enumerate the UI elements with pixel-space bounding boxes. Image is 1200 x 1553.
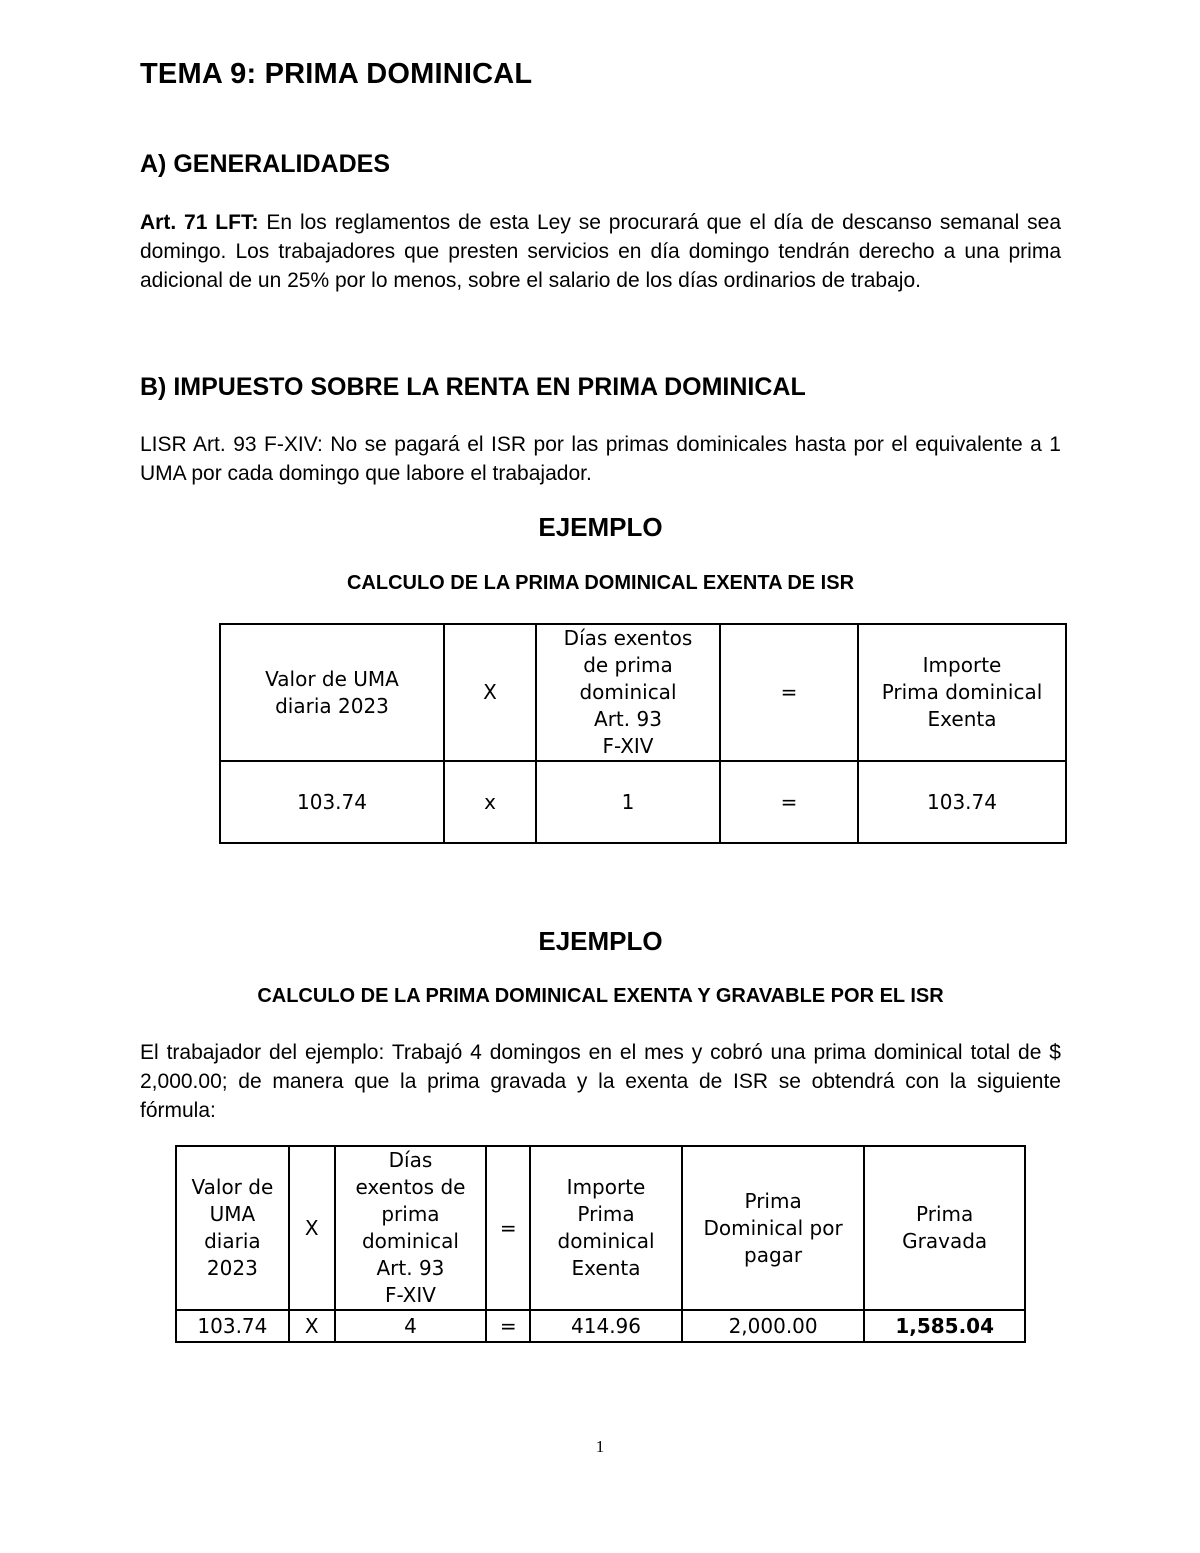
example-1-subheading: CALCULO DE LA PRIMA DOMINICAL EXENTA DE ISR: [346, 572, 855, 594]
example-2-table: [175, 1145, 1026, 1343]
cell-equals: =: [486, 1310, 530, 1342]
header-dias-exentos: Días exentos de prima dominical Art. 93 F-XIV: [536, 624, 720, 761]
header-prima-por-pagar: Prima Dominical por pagar: [682, 1146, 864, 1310]
cell-prima-gravada: 1,585.04: [864, 1310, 1025, 1342]
header-equals: =: [486, 1146, 530, 1310]
section-a-heading: A) GENERALIDADES: [140, 150, 391, 178]
header-dias-exentos: Días exentos de prima dominical Art. 93 F-XIV: [335, 1146, 487, 1310]
section-b-paragraph: LISR Art. 93 F-XIV: No se pagará el ISR por las primas dominicales hasta por el equivalente a 1 UMA por cada domingo que labore el trabajador.: [140, 433, 1061, 485]
cell-uma-value: 103.74: [220, 761, 444, 843]
header-prima-gravada: Prima Gravada: [864, 1146, 1025, 1310]
cell-multiply: x: [444, 761, 536, 843]
cell-importe: 414.96: [530, 1310, 682, 1342]
article-text: En los reglamentos de esta Ley se procurará que el día de descanso semanal sea domingo. Los trabajadores que presten servicios en día domingo tendrán derecho a una prima adicional de un 25% por lo menos, sobre el salario de los días ordinarios de trabajo.: [140, 211, 1062, 292]
header-importe: Importe Prima dominical Exenta: [530, 1146, 682, 1310]
table-header-row: [220, 624, 1066, 761]
example-2-subheading: CALCULO DE LA PRIMA DOMINICAL EXENTA Y GRAVABLE POR EL ISR: [257, 985, 944, 1007]
cell-uma-value: 103.74: [176, 1310, 289, 1342]
header-importe: Importe Prima dominical Exenta: [858, 624, 1066, 761]
cell-multiply: X: [289, 1310, 335, 1342]
table-header-row: [176, 1146, 1025, 1310]
header-uma: Valor de UMA diaria 2023: [176, 1146, 289, 1310]
table-row: [220, 761, 1066, 843]
header-equals: =: [720, 624, 858, 761]
example-2-paragraph: El trabajador del ejemplo: Trabajó 4 domingos en el mes y cobró una prima dominical total de $ 2,000.00; de manera que la prima gravada y la exenta de ISR se obtendrá con la siguiente fórmula:: [140, 1041, 1061, 1122]
cell-importe: 103.74: [858, 761, 1066, 843]
page-number: 1: [595, 1437, 605, 1456]
page-title: TEMA 9: PRIMA DOMINICAL: [140, 58, 533, 90]
cell-equals: =: [720, 761, 858, 843]
table-row: [176, 1310, 1025, 1342]
example-1-heading: EJEMPLO: [538, 512, 663, 542]
header-multiply: X: [289, 1146, 335, 1310]
example-2-heading: EJEMPLO: [538, 926, 663, 956]
section-a-paragraph: [140, 208, 1061, 295]
article-label: Art. 71 LFT:: [140, 211, 259, 234]
header-uma: Valor de UMA diaria 2023: [220, 624, 444, 761]
cell-dias: 1: [536, 761, 720, 843]
example-1-table: [219, 623, 1067, 844]
cell-prima-por-pagar: 2,000.00: [682, 1310, 864, 1342]
section-b-heading: B) IMPUESTO SOBRE LA RENTA EN PRIMA DOMINICAL: [140, 373, 806, 401]
header-multiply: X: [444, 624, 536, 761]
cell-dias: 4: [335, 1310, 487, 1342]
